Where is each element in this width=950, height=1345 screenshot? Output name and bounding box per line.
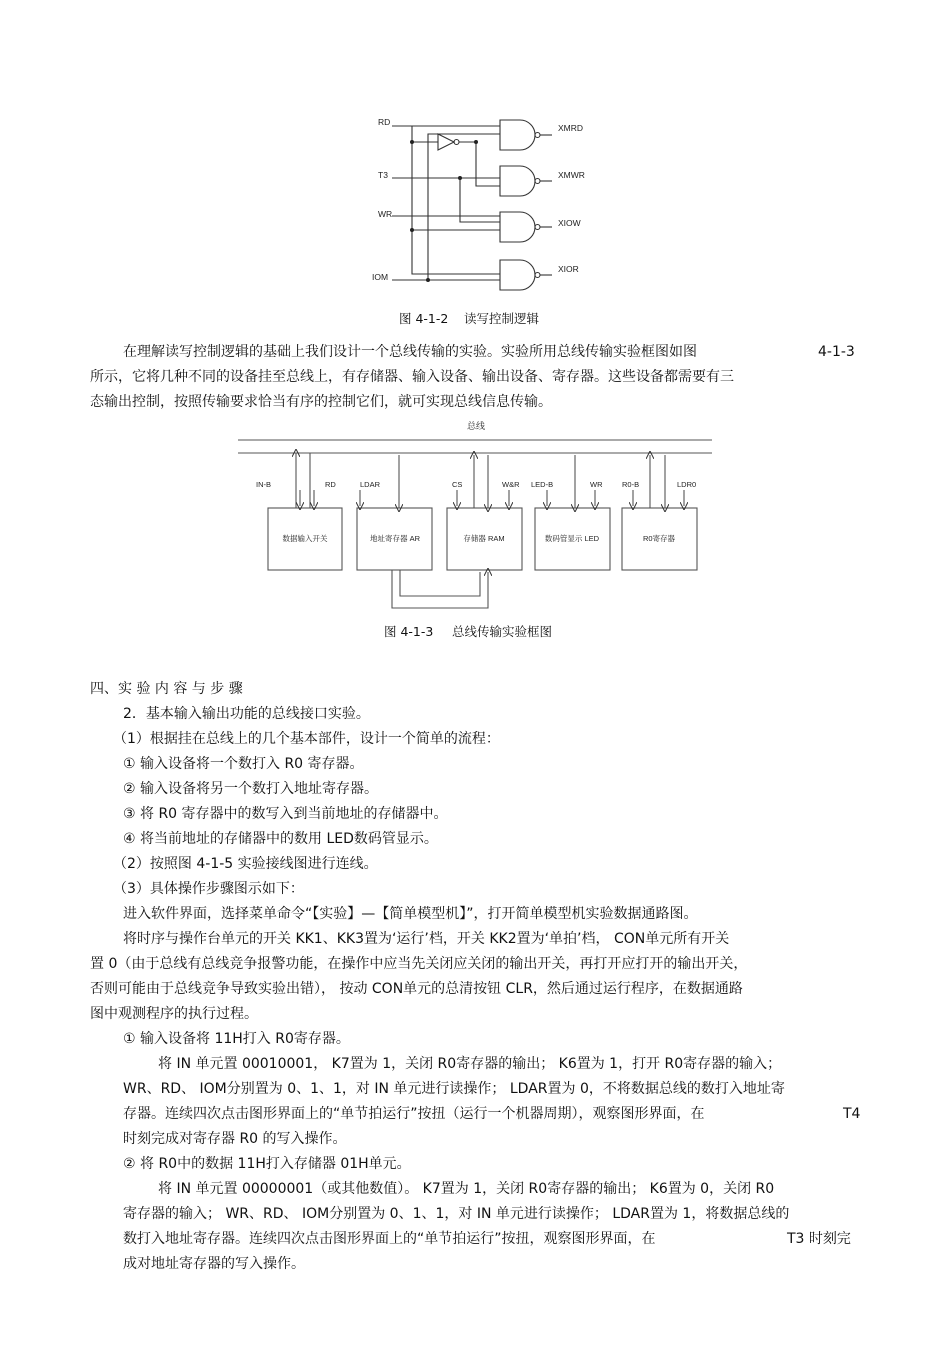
paragraph-line: 将时序与操作台单元的开关 KK1、KK3置为‘运行’档，开关 KK2置为‘单拍’档， CON单元所有开关 bbox=[123, 931, 730, 947]
control-r0-b: R0-B bbox=[622, 480, 640, 489]
paragraph-line: 在理解读写控制逻辑的基础上我们设计一个总线传输的实验。实验所用总线传输实验框图如图 bbox=[123, 344, 697, 360]
signal-t3: T3 bbox=[378, 170, 388, 180]
sub-step-2: （2）按照图 4-1-5 实验接线图进行连线。 bbox=[113, 856, 378, 872]
control-cs: CS bbox=[452, 480, 463, 489]
paragraph-ref: T4 bbox=[843, 1106, 861, 1122]
flow-step: ③ 将 R0 寄存器中的数写入到当前地址的存储器中。 bbox=[123, 806, 448, 822]
operation-1-title: ① 输入设备将 11H打入 R0寄存器。 bbox=[123, 1031, 350, 1047]
output-xmwr: XMWR bbox=[558, 170, 585, 180]
control-ldr0: LDR0 bbox=[677, 480, 697, 489]
output-xiow: XIOW bbox=[558, 218, 581, 228]
control-wr: WR bbox=[590, 480, 603, 489]
paragraph-line: 进入软件界面，选择菜单命令“【实验】—【简单模型机】”，打开简单模型机实验数据通路图。 bbox=[123, 906, 698, 922]
section-heading: 四、实 验 内 容 与 步 骤 bbox=[90, 681, 243, 697]
bus-label: 总线 bbox=[467, 421, 486, 431]
figure-4-1-3 bbox=[0, 0, 950, 620]
box-led-display: 数码管显示 LED bbox=[544, 534, 600, 543]
figure-4-1-3-caption-number: 图 4-1-3 bbox=[384, 624, 434, 639]
flow-step: ④ 将当前地址的存储器中的数用 LED数码管显示。 bbox=[123, 831, 438, 847]
control-led-b: LED-B bbox=[531, 480, 554, 489]
paragraph-line: 数打入地址寄存器。连续四次点击图形界面上的“单节拍运行”按扭，观察图形界面，在 bbox=[123, 1231, 656, 1247]
control-ldar: LDAR bbox=[360, 480, 381, 489]
figure-4-1-3-caption-text: 总线传输实验框图 bbox=[452, 624, 553, 639]
operation-2-title: ② 将 R0中的数据 11H打入存储器 01H单元。 bbox=[123, 1156, 411, 1172]
figure-4-1-2-caption-number: 图 4-1-2 bbox=[399, 311, 449, 326]
flow-step: ① 输入设备将一个数打入 R0 寄存器。 bbox=[123, 756, 364, 772]
paragraph-line: 将 IN 单元置 00000001（或其他数值）。 K7置为 1，关闭 R0寄存器的输出； K6置为 0，关闭 R0 bbox=[158, 1181, 775, 1197]
sub-step-1: （1）根据挂在总线上的几个基本部件，设计一个简单的流程： bbox=[113, 731, 500, 747]
sub-step-3: （3）具体操作步骤图示如下： bbox=[113, 881, 304, 897]
item-2: 2．基本输入输出功能的总线接口实验。 bbox=[123, 706, 370, 722]
box-data-input-switch: 数据输入开关 bbox=[282, 534, 328, 543]
box-address-register: 地址寄存器 AR bbox=[369, 534, 421, 543]
signal-wr: WR bbox=[378, 209, 393, 219]
paragraph-line: 时刻完成对寄存器 R0 的写入操作。 bbox=[123, 1131, 347, 1147]
flow-step: ② 输入设备将另一个数打入地址寄存器。 bbox=[123, 781, 378, 797]
paragraph-line: 态输出控制，按照传输要求恰当有序的控制它们，就可实现总线信息传输。 bbox=[90, 394, 552, 410]
paragraph-line: 所示，它将几种不同的设备挂至总线上，有存储器、输入设备、输出设备、寄存器。这些设备都需要有三 bbox=[90, 369, 734, 385]
box-memory-ram: 存储器 RAM bbox=[463, 534, 505, 543]
signal-rd: RD bbox=[378, 117, 391, 127]
paragraph-ref: T3 时刻完 bbox=[787, 1231, 851, 1247]
output-xmrd: XMRD bbox=[558, 123, 584, 133]
box-r0-register: R0寄存器 bbox=[642, 534, 676, 543]
signal-iom: IOM bbox=[372, 272, 389, 282]
paragraph-line: 将 IN 单元置 00010001， K7置为 1，关闭 R0寄存器的输出； K6置为 1，打开 R0寄存器的输入； bbox=[158, 1056, 782, 1072]
paragraph-figure-ref: 4-1-3 bbox=[818, 344, 855, 360]
paragraph-line: 否则可能由于总线竞争导致实验出错）， 按动 CON单元的总清按钮 CLR，然后通过运行程序，在数据通路 bbox=[90, 981, 743, 997]
control-rd: RD bbox=[325, 480, 336, 489]
paragraph-line: WR、RD、 IOM分别置为 0、1、1，对 IN 单元进行读操作； LDAR置为 0，不将数据总线的数打入地址寄 bbox=[123, 1081, 785, 1097]
paragraph-line: 图中观测程序的执行过程。 bbox=[90, 1006, 258, 1022]
control-in-b: IN-B bbox=[256, 480, 271, 489]
paragraph-line: 存器。连续四次点击图形界面上的“单节拍运行”按扭（运行一个机器周期），观察图形界面，在 bbox=[123, 1106, 705, 1122]
paragraph-line: 寄存器的输入； WR、RD、 IOM分别置为 0、1、1，对 IN 单元进行读操作； LDAR置为 1，将数据总线的 bbox=[123, 1206, 790, 1222]
output-xior: XIOR bbox=[558, 264, 579, 274]
paragraph-line: 置 0（由于总线有总线竞争报警功能，在操作中应当先关闭应关闭的输出开关，再打开应打开的输出开关， bbox=[90, 956, 748, 972]
paragraph-line: 成对地址寄存器的写入操作。 bbox=[123, 1256, 305, 1272]
control-w-and-r: W&R bbox=[502, 480, 520, 489]
figure-4-1-2-caption-text: 读写控制逻辑 bbox=[464, 311, 540, 326]
